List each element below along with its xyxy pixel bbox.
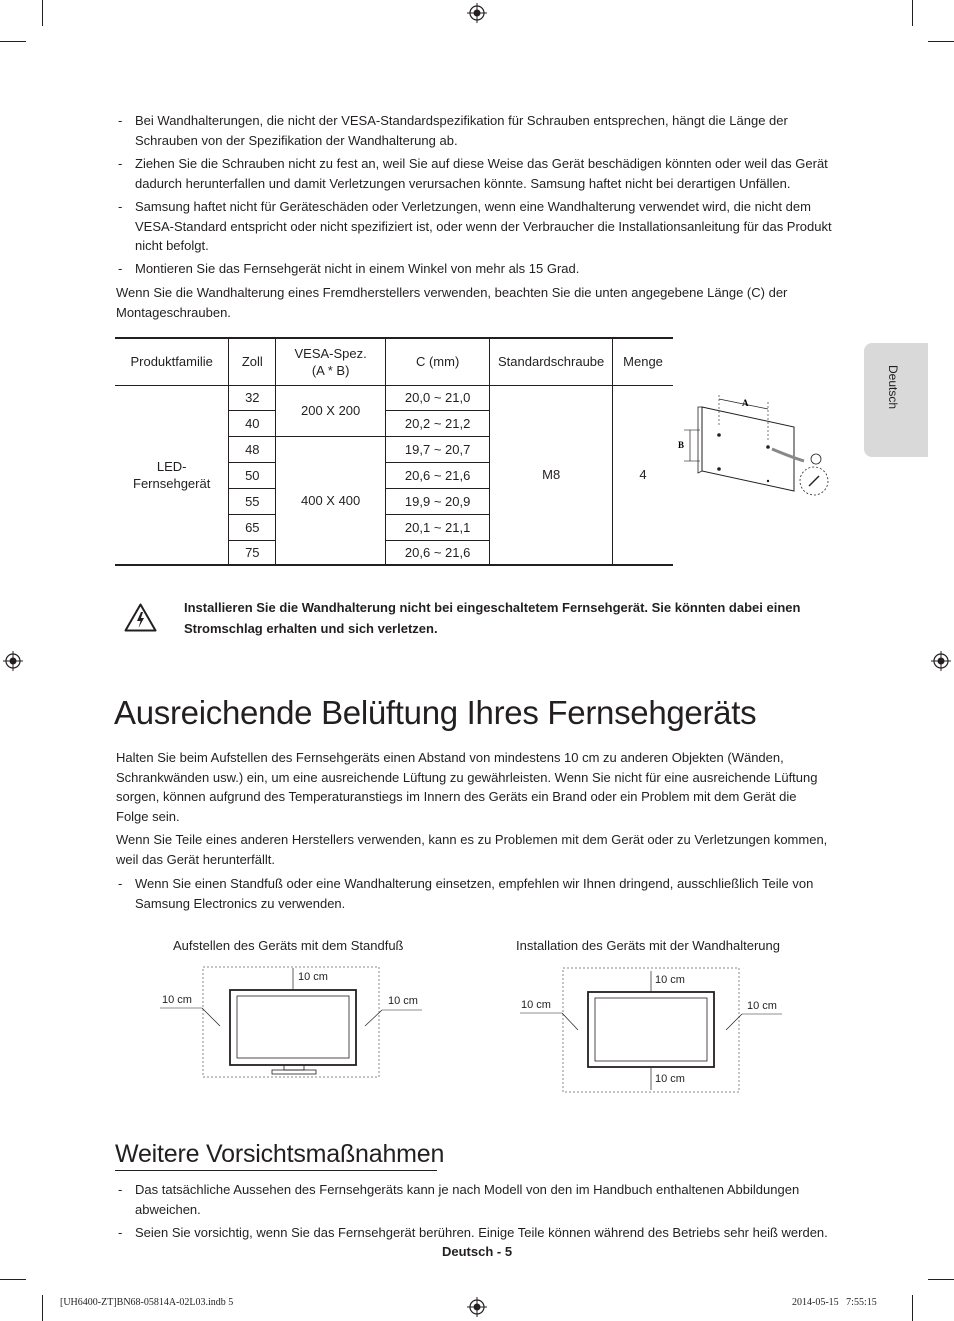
list-item: - Seien Sie vorsichtig, wenn Sie das Fernsehgerät berühren. Einige Teile können während des Betriebs sehr heiß werden.	[118, 1225, 828, 1240]
list-item: - Das tatsächliche Aussehen des Fernsehgeräts kann je nach Modell von den im Handbuch enthaltenen Abbildungen abweichen.	[118, 1182, 800, 1217]
clearance-label-top: 10 cm	[298, 971, 328, 983]
table-cell: 19,7 ~ 20,7	[386, 436, 490, 462]
column-header: C (mm)	[386, 338, 490, 385]
table-cell: 20,6 ~ 21,6	[386, 540, 490, 565]
section-title-underline	[115, 1170, 437, 1171]
table-cell: 4	[613, 385, 673, 565]
list-item-text: Ziehen Sie die Schrauben nicht zu fest an, weil Sie auf diese Weise das Gerät beschädigen könnten oder weil das Gerät dadurch herunterfallen und damit Verletzungen verursachen könnte. Samsung haftet nicht bei derartigen Unfällen.	[135, 156, 828, 191]
crop-mark	[0, 1279, 26, 1280]
print-footer-left: [UH6400-ZT]BN68-05814A-02L03.indb 5	[60, 1297, 234, 1308]
paragraph: Wenn Sie Teile eines anderen Herstellers verwenden, kann es zu Problemen mit dem Gerät oder zu Verletzungen kommen, weil das Gerät herunterfällt.	[116, 832, 828, 867]
list-item: - Samsung haftet nicht für Geräteschäden oder Verletzungen, wenn eine Wandhalterung verwendet wird, die nicht dem VESA-Standard entspricht oder nicht spezifiziert ist, oder wenn der Verbraucher die Installationsanleitung für das Produkt nicht befolgt.	[118, 199, 832, 253]
list-item-text: Wenn Sie einen Standfuß oder eine Wandhalterung einsetzen, empfehlen wir Ihnen dringend, ausschließlich Teile von Samsung Electronics zu verwenden.	[135, 876, 814, 911]
figure-caption-wall: Installation des Geräts mit der Wandhalterung	[516, 938, 780, 953]
table-cell: 55	[229, 488, 276, 514]
language-tab	[864, 343, 928, 457]
wall-mount-diagram	[676, 385, 838, 503]
paragraph: Halten Sie beim Aufstellen des Fernsehgeräts einen Abstand von mindestens 10 cm zu anderen Objekten (Wänden, Schrankwänden usw.) ein, um eine ausreichende Lüftung zu gewährleisten. Wenn Sie nicht für eine ausreichende Lüftung sorgen, können aufgrund des Temperaturanstiegs im Innern des Geräts ein Brand oder ein Problem mit dem Gerät die Folge sein.	[116, 750, 818, 824]
list-item: - Wenn Sie einen Standfuß oder eine Wandhalterung einsetzen, empfehlen wir Ihnen dringend, ausschließlich Teile von Samsung Electronics zu verwenden.	[118, 876, 814, 911]
list-item: - Ziehen Sie die Schrauben nicht zu fest an, weil Sie auf diese Weise das Gerät beschädigen könnten oder weil das Gerät dadurch herunterfallen und damit Verletzungen verursachen könnte. Samsung haftet nicht bei derartigen Unfällen.	[118, 156, 828, 191]
screw-spec-table	[115, 337, 673, 566]
column-header: Menge	[613, 338, 673, 385]
table-row	[115, 385, 673, 410]
list-item-text: Montieren Sie das Fernsehgerät nicht in einem Winkel von mehr als 15 Grad.	[135, 261, 580, 276]
column-header: Standardschraube	[490, 338, 613, 385]
crop-mark	[912, 0, 913, 26]
column-header: Produktfamilie	[115, 338, 229, 385]
column-header: Zoll	[229, 338, 276, 385]
stand-clearance-diagram	[160, 962, 425, 1080]
warning-text: Installieren Sie die Wandhalterung nicht bei eingeschaltetem Fernsehgerät. Sie könnten dabei einen Stromschlag erhalten und sich verletzen.	[184, 600, 801, 636]
table-cell: 20,0 ~ 21,0	[386, 385, 490, 410]
crop-mark	[42, 0, 43, 26]
registration-mark-icon	[467, 3, 487, 23]
clearance-label-bottom: 10 cm	[655, 1073, 685, 1085]
crop-mark	[0, 41, 26, 42]
clearance-label-right: 10 cm	[388, 995, 418, 1007]
clearance-label-left: 10 cm	[521, 999, 551, 1011]
table-cell: 75	[229, 540, 276, 565]
product-family-cell: LED-Fernsehgerät	[115, 385, 229, 565]
table-cell: 32	[229, 385, 276, 410]
table-cell: 20,1 ~ 21,1	[386, 514, 490, 540]
page-title: Ausreichende Belüftung Ihres Fernsehgeräts	[114, 694, 757, 731]
table-cell: 50	[229, 462, 276, 488]
crop-mark	[42, 1295, 43, 1321]
list-item-text: Bei Wandhalterungen, die nicht der VESA-Standardspezifikation für Schrauben entsprechen, hängt die Länge der Schrauben von der Spezifikation der Wandhalterung ab.	[135, 113, 788, 148]
intro-paragraph: Wenn Sie die Wandhalterung eines Fremdherstellers verwenden, beachten Sie die unten angegebene Länge (C) der Montageschrauben.	[116, 285, 788, 320]
crop-mark	[912, 1295, 913, 1321]
column-header: VESA-Spez. (A * B)	[276, 338, 386, 385]
table-cell: 40	[229, 410, 276, 436]
wall-clearance-diagram	[520, 966, 785, 1094]
list-item-text: Seien Sie vorsichtig, wenn Sie das Fernsehgerät berühren. Einige Teile können während des Betriebs sehr heiß werden.	[135, 1225, 828, 1240]
table-cell: 400 X 400	[276, 436, 386, 565]
table-cell: 19,9 ~ 20,9	[386, 488, 490, 514]
clearance-label-right: 10 cm	[747, 1000, 777, 1012]
registration-mark-icon	[3, 651, 23, 671]
list-item: - Bei Wandhalterungen, die nicht der VESA-Standardspezifikation für Schrauben entsprechen, hängt die Länge der Schrauben von der Spezifikation der Wandhalterung ab.	[118, 113, 788, 148]
table-cell: 20,6 ~ 21,6	[386, 462, 490, 488]
language-tab-label: Deutsch	[886, 365, 900, 410]
clearance-label-top: 10 cm	[655, 974, 685, 986]
crop-mark	[928, 1279, 954, 1280]
table-cell: M8	[490, 385, 613, 565]
table-cell: 65	[229, 514, 276, 540]
list-item: - Montieren Sie das Fernsehgerät nicht in einem Winkel von mehr als 15 Grad.	[118, 261, 580, 276]
table-header-row	[115, 338, 673, 385]
warning-icon	[124, 603, 157, 632]
list-item-text: Samsung haftet nicht für Geräteschäden oder Verletzungen, wenn eine Wandhalterung verwendet wird, die nicht dem VESA-Standard entspricht oder nicht spezifiziert ist, oder wenn der Verbraucher die Installationsanleitung für das Produkt nicht befolgt.	[135, 199, 832, 253]
section-title: Weitere Vorsichtsmaßnahmen	[115, 1140, 445, 1168]
page-number: Deutsch - 5	[442, 1244, 513, 1259]
table-cell: 20,2 ~ 21,2	[386, 410, 490, 436]
list-item-text: Das tatsächliche Aussehen des Fernsehgeräts kann je nach Modell von den im Handbuch enthaltenen Abbildungen abweichen.	[135, 1182, 800, 1217]
crop-mark	[928, 41, 954, 42]
clearance-label-left: 10 cm	[162, 994, 192, 1006]
table-cell: 200 X 200	[276, 385, 386, 436]
print-footer-right: 2014-05-15 7:55:15	[792, 1297, 877, 1308]
registration-mark-icon	[931, 651, 951, 671]
figure-caption-stand: Aufstellen des Geräts mit dem Standfuß	[173, 938, 404, 953]
table-cell: 48	[229, 436, 276, 462]
dimension-label-b: B	[678, 440, 685, 450]
dimension-label-a: A	[742, 398, 749, 408]
registration-mark-icon	[467, 1297, 487, 1317]
